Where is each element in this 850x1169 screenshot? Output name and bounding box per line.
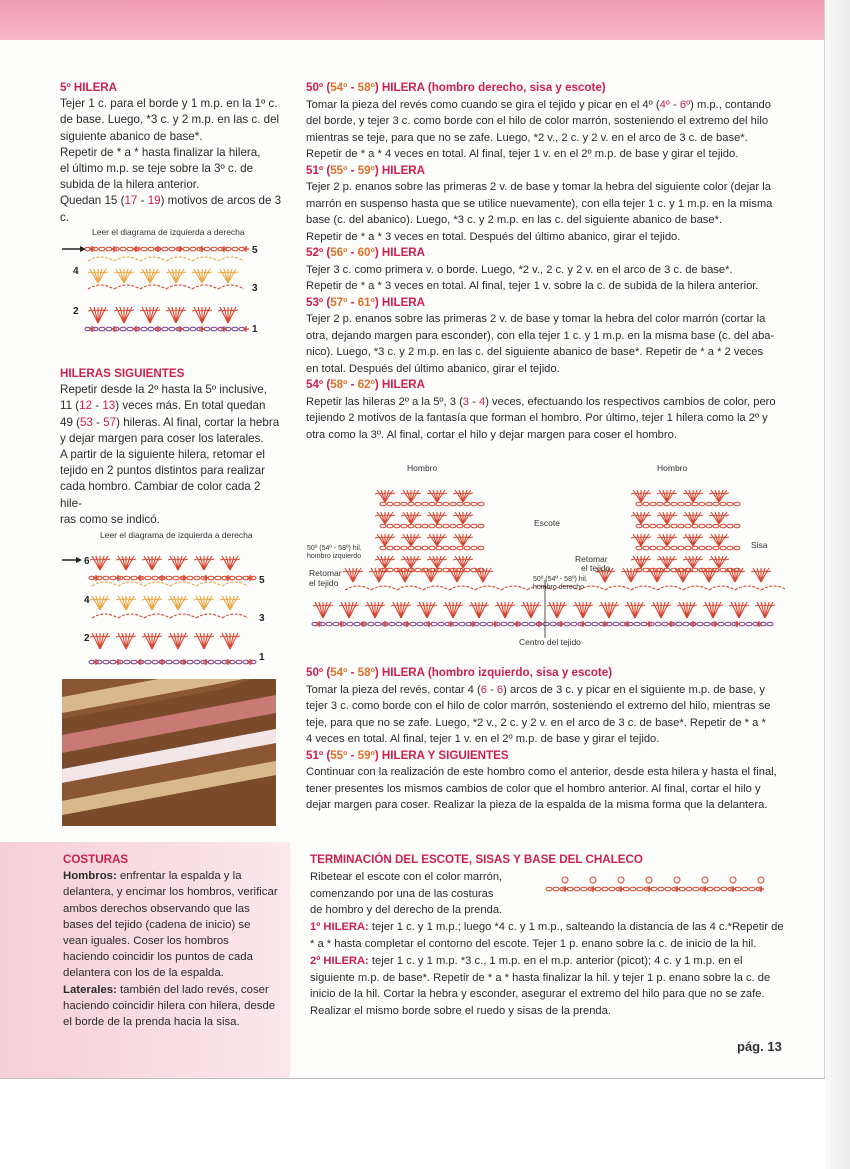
text-line: 4 veces en total. Al final, tejer 1 v. en el 2º m.p. de base y girar el tejido. (306, 733, 660, 745)
text-line: cada hombro. Cambiar de color cada 2 hile- (60, 480, 261, 510)
text-line: Tomar la pieza del revés como cuando se gira el tejido y picar en el 4º (4º - 6º) m.p., contando (306, 98, 771, 111)
left-column (60, 80, 285, 226)
hombro-izquierdo-section (306, 665, 784, 814)
text-line: Repetir de * a * 3 veces en total. Al final, tejer 1 v. sobre la c. de subida de la hilera anterior. (306, 280, 759, 292)
heading-50-hilera-izquierdo: 50º (54º - 58º) HILERA (hombro izquierdo, sisa y escote) (306, 666, 613, 679)
text-line: A partir de la siguiente hilera, retomar el (60, 448, 265, 462)
row-number: 5 (259, 575, 265, 586)
heading-terminacion: TERMINACIÓN DEL ESCOTE, SISAS Y BASE DEL CHALECO (310, 853, 643, 866)
page-number: pág. 13 (737, 1039, 782, 1054)
text-line: Tejer 2 p. enanos sobre las primeras 2 v. de base y tomar la hebra del color marrón (cortar la (306, 313, 766, 325)
diagram-rows-1-6 (62, 528, 277, 668)
terminacion-hilera-1: 1º HILERA: tejer 1 c. y 1 m.p.; luego *4 c. y 1 m.p., salteando la distancia de las 4 c.*Repetir de * a * hasta completar el contorno del escote. Tejer 1 p. enano sobre la c. de inicio de la hil. (310, 921, 784, 950)
diagram-rows-1-5 (62, 225, 272, 337)
text-line: otra, dejando margen para esconder), con ella tejer 1 c. y 1 m.p. en la misma base (c. del aba- (306, 329, 775, 342)
row-number: 2 (84, 633, 90, 644)
text-line: Tejer 1 c. para el borde y 1 m.p. en la 1º c. (60, 97, 278, 111)
row-number: 5 (252, 245, 258, 256)
text-line: teje, para que no se zafe. Luego, *2 v., 2 c. y 2 v. en el arco de 3 c. de base*. Repetir de * a * (306, 716, 766, 729)
text-line: de base. Luego, *3 c. y 2 m.p. en las c. del (60, 113, 280, 127)
label-hombro-left: Hombro (407, 463, 438, 473)
text-line: mientras se teje, para que no se zafe. Luego, *2 v., 2 c. y 2 v. en el arco de 3 c. de base*. (306, 131, 748, 144)
heading-51-hilera: 51º (55º - 59º) HILERA (306, 163, 426, 177)
text-line: Ribetear el escote con el color marrón, (310, 870, 503, 883)
label-hil-der-a: 50º (54º - 58º) hil. (533, 576, 588, 583)
label-hil-izq-a: 50º (54º - 58º) hil. (307, 545, 362, 552)
label-retomar-right-a: Retomar (575, 554, 608, 564)
text-line: Repetir desde la 2º hasta la 5º inclusive, (60, 383, 267, 397)
text-line: otra como la 3º. Al final, cortar el hilo y dejar margen para coser el hombro. (306, 428, 677, 441)
text-line: base (c. del abanico). Luego, *3 c. y 2 m.p. en las c. del siguiente abanico de base*. (306, 214, 723, 226)
row-number: 3 (252, 283, 258, 294)
label-sisa: Sisa (751, 540, 768, 550)
diagram-label: Leer el diagrama de izquierda a derecha (100, 530, 253, 540)
label-retomar-left-a: Retomar (309, 568, 342, 578)
text-line: de hombro y del derecho de la prenda. (310, 904, 503, 917)
costuras-section (63, 852, 278, 1030)
heading-53-hilera: 53º (57º - 61º) HILERA (306, 295, 426, 309)
text-line: y dejar margen para coser los laterales. (60, 431, 264, 445)
hileras-siguientes (60, 366, 285, 528)
heading-51-hilera-siguientes: 51º (55º - 59º) HILERA Y SIGUIENTES (306, 748, 509, 762)
label-hil-izq-b: hombro izquierdo (307, 553, 362, 560)
text-line: Repetir de * a * 3 veces en total. Después del último abanico, girar el tejido. (306, 230, 681, 243)
row-number: 3 (259, 613, 265, 624)
text-line: Tomar la pieza del revés, contar 4 (6 - 6) arcos de 3 c. y picar en el siguiente m.p. de base, y (306, 683, 765, 696)
diagram-label: Leer el diagrama de izquierda a derecha (92, 227, 245, 237)
page-edge (826, 0, 850, 1169)
label-hombro-right: Hombro (657, 463, 688, 473)
text-line: nico). Luego, *3 c. y 2 m.p. en las c. del siguiente abanico de base*. Repetir de * a * 2 veces (306, 346, 764, 358)
text-line: tener presentes los mismos cambios de color que el hombro anterior. Al final, cortar el hilo y (306, 782, 761, 795)
costuras-hombros: Hombros: enfrentar la espalda y la delantera, y encimar los hombros, verificar ambos derechos observando que las bases del tejido (cadena de inicio) se vean iguales. Coser los hombros haciendo coincidir los puntos de cada delantera con los de la espalda. (63, 870, 278, 980)
knit-photo (62, 679, 276, 826)
row-number: 1 (252, 324, 258, 335)
terminacion-hilera-2: 2º HILERA: tejer 1 c. y 1 m.p. *3 c., 1 m.p. en el m.p. anterior (picot); 4 c. y 1 m.p. en el siguiente m.p. de base*. Repetir de * a * hasta finalizar la hil. y tejer 1 p. enano sobre la c. de inicio de la hil. Cortar la hebra y esconder, asegurar el extremo del hilo para que no se zafe. Realizar el mismo borde sobre el ruedo y sisas de la prenda. (310, 954, 771, 1018)
arrow-right-icon (76, 557, 82, 563)
text-line: Repetir de * a * 4 veces en total. Al final, tejer 1 v. en el 2º m.p. de base y girar el tejido. (306, 148, 739, 160)
text-line: Repetir de * a * hasta finalizar la hilera, (60, 145, 261, 159)
text-line: 11 (12 - 13) veces más. En total quedan (60, 399, 266, 413)
row-number: 4 (84, 595, 90, 606)
diagram-borde-picot (545, 873, 770, 897)
label-retomar-left-b: el tejido (309, 578, 339, 588)
text-line: Quedan 15 (17 - 19) motivos de arcos de 3 c. (60, 194, 282, 224)
heading-5-hilera: 5º HILERA (60, 81, 118, 94)
top-pink-bar (0, 0, 824, 40)
heading-hileras-siguientes: HILERAS SIGUIENTES (60, 367, 185, 380)
row-number: 4 (73, 266, 79, 277)
text-line: tejiendo 2 motivos de la fantasía que forman el hombro. Por último, tejer 1 hilera como la 2º y (306, 412, 768, 424)
text-line: siguiente abanico de base*. (60, 129, 203, 143)
heading-52-hilera: 52º (56º - 60º) HILERA (306, 246, 426, 259)
label-hil-der-b: hombro derecho (533, 584, 584, 591)
text-line: en total. Después del último abanico, girar el tejido. (306, 362, 560, 375)
text-line: 49 (53 - 57) hileras. Al final, cortar la hebra (60, 415, 280, 429)
right-column (306, 80, 784, 443)
row-number: 6 (84, 556, 90, 567)
label-centro: Centro del tejido (519, 637, 581, 647)
row-number: 2 (73, 306, 79, 317)
heading-54-hilera: 54º (58º - 62º) HILERA (306, 378, 426, 391)
text-line: dejar margen para coser. Realizar la pieza de la espalda de la misma forma que la delantera. (306, 799, 768, 811)
text-line: tejido en 2 puntos distintos para realizar (60, 464, 265, 478)
text-line: tejer 3 c. como borde con el hilo de color marrón, sosteniendo el extremo del hilo, mientras se (306, 700, 771, 712)
label-retomar-right-b: el tejido (581, 563, 611, 573)
row-number: 1 (259, 652, 265, 663)
text-line: marrón en suspenso hasta que se utilice nuevamente), con ella tejer 1 c. y 1 m.p. en la misma (306, 197, 773, 210)
text-line: el último m.p. se teje sobre la 3º c. de (60, 162, 254, 176)
text-line: comenzando por una de las costuras (310, 887, 494, 900)
costuras-laterales: Laterales: también del lado revés, coser haciendo coincidir hilera con hilera, desde el borde de la prenda hacia la sisa. (63, 983, 276, 1029)
heading-costuras: COSTURAS (63, 853, 129, 866)
text-line: Tejer 3 c. como primera v. o borde. Luego, *2 v., 2 c. y 2 v. en el arco de 3 c. de base*. (306, 263, 733, 276)
text-line: Continuar con la realización de este hombro como el anterior, desde esta hilera y hasta el final, (306, 766, 777, 778)
text-line: Tejer 2 p. enanos sobre las primeras 2 v. de base y tomar la hebra del siguiente color (dejar la (306, 181, 771, 193)
text-line: ras como se indicó. (60, 512, 160, 526)
heading-50-hilera-derecho: 50º (54º - 58º) HILERA (hombro derecho, sisa y escote) (306, 81, 606, 94)
diagram-hombros-escote (305, 462, 785, 652)
text-line: Repetir las hileras 2º a la 5º, 3 (3 - 4) veces, efectuando los respectivos cambios de color, pero (306, 395, 776, 408)
label-escote: Escote (534, 518, 560, 528)
hilera-5-text (60, 96, 285, 226)
text-line: subida de la hilera anterior. (60, 178, 200, 192)
text-line: del borde, y tejer 3 c. como borde con el hilo de color marrón, sosteniendo el extremo del hilo (306, 115, 769, 127)
